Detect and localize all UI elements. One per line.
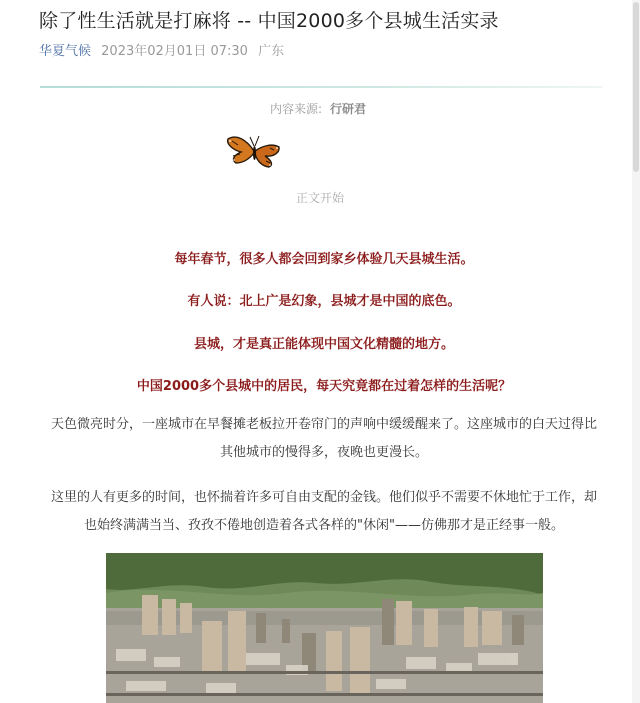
- body-paragraph: [40, 411, 608, 467]
- highlight-line: 有人说：北上广是幻象，县城才是中国的底色。: [187, 294, 461, 309]
- publish-location: 广东: [258, 44, 285, 59]
- source-label: 内容来源:: [270, 102, 323, 116]
- county-town-photo: [106, 553, 543, 703]
- scrollbar-thumb[interactable]: [633, 2, 639, 172]
- body-paragraph: [40, 484, 608, 540]
- highlight-line: 中国2000多个县城中的居民，每天究竟都在过着怎样的生活呢？: [136, 379, 512, 394]
- butterfly-illustration: [224, 130, 284, 170]
- publish-datetime: 2023年02月01日 07:30: [101, 44, 248, 59]
- highlight-line: 县城，才是真正能体现中国文化精髓的地方。: [193, 337, 454, 352]
- content-source: [270, 100, 366, 117]
- article-meta: [39, 40, 284, 59]
- header-divider: [40, 86, 602, 88]
- author-link[interactable]: 华夏气候: [39, 44, 92, 59]
- paragraph-line: 其他城市的慢得多，夜晚也更漫长。: [219, 445, 428, 460]
- article-start-marker: 正文开始: [295, 191, 344, 205]
- paragraph-line: 也始终满满当当、孜孜不倦地创造着各式各样的"休闲"——仿佛那才是正经事一般。: [84, 518, 564, 533]
- paragraph-line: 天色微亮时分，一座城市在早餐摊老板拉开卷帘门的声响中缓缓醒来了。这座城市的白天过得比: [50, 417, 597, 432]
- article-title: 除了性生活就是打麻将 -- 中国2000多个县城生活实录: [39, 10, 499, 32]
- paragraph-line: 这里的人有更多的时间，也怀揣着许多可自由支配的金钱。他们似乎不需要不休地忙于工作，却: [50, 490, 597, 505]
- highlight-line: 每年春节，很多人都会回到家乡体验几天县城生活。: [174, 252, 474, 267]
- source-name: 行研君: [330, 102, 367, 116]
